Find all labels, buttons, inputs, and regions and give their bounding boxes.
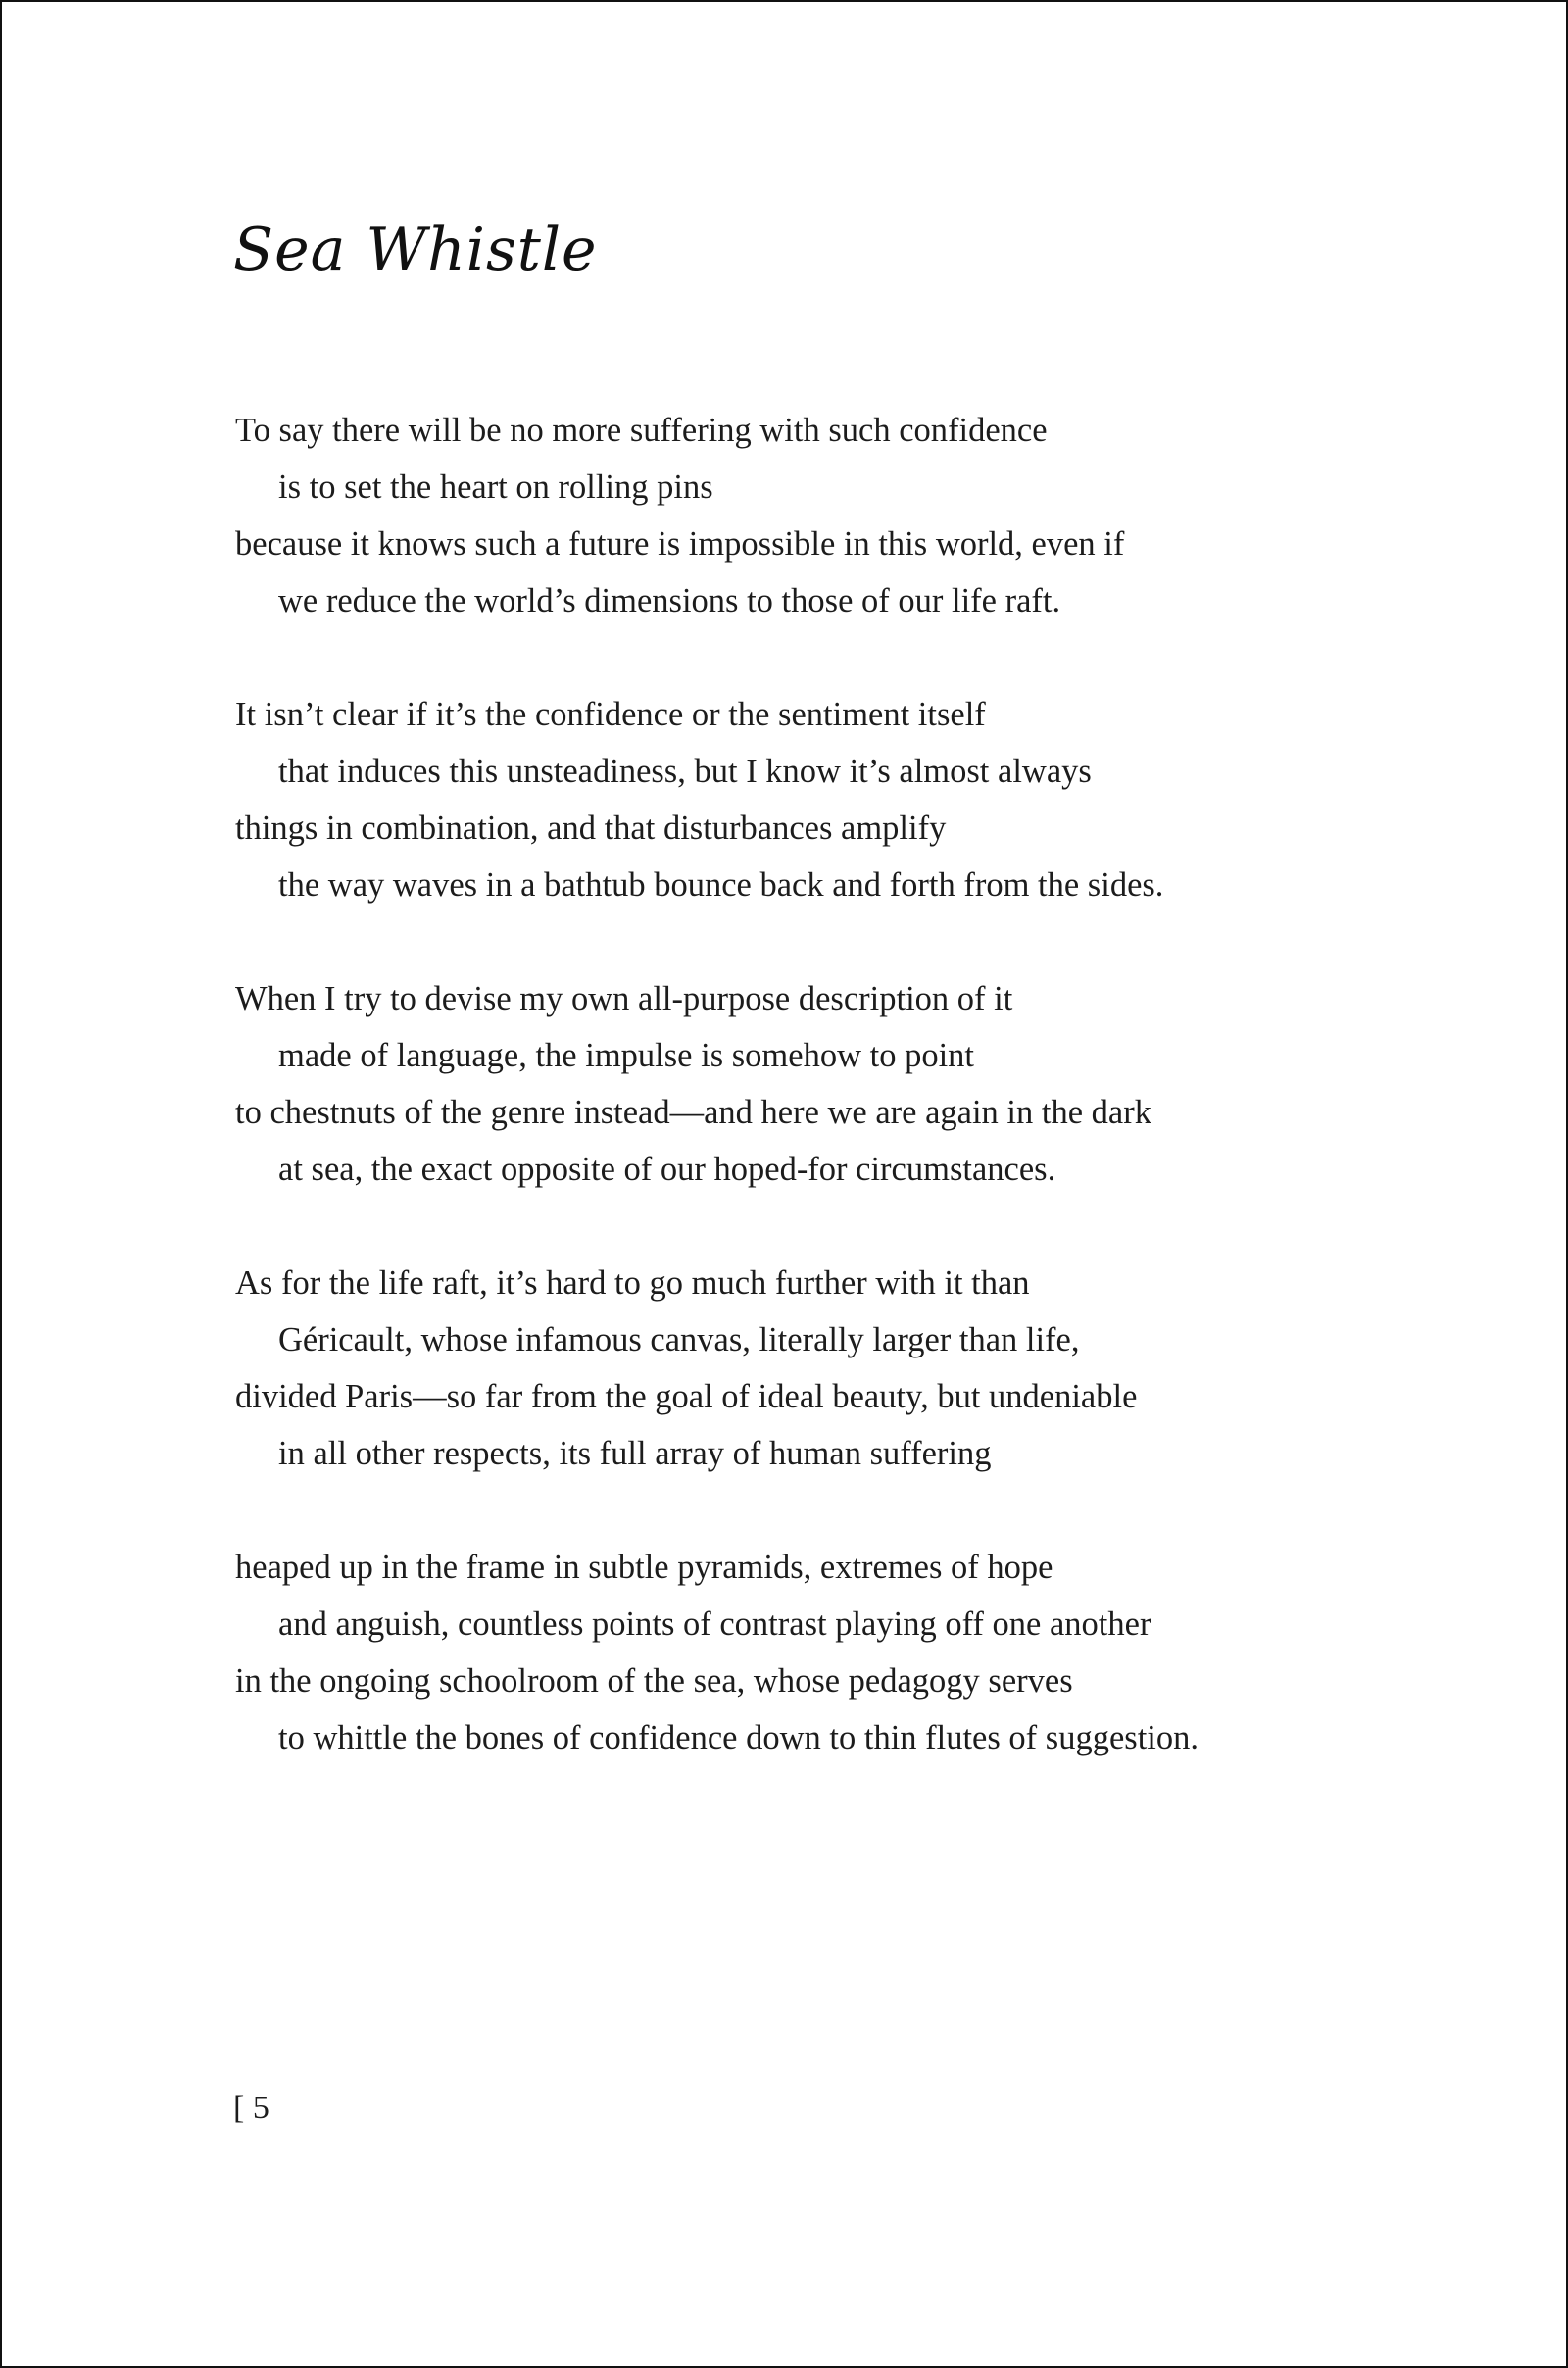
poem-line: in the ongoing schoolroom of the sea, whose pedagogy serves xyxy=(235,1662,1073,1700)
poem-line: It isn’t clear if it’s the confidence or the sentiment itself xyxy=(235,696,986,733)
poem-body xyxy=(235,402,1411,1823)
poem-line-indented: the way waves in a bathtub bounce back and forth from the sides. xyxy=(278,866,1164,904)
poem-line: to chestnuts of the genre instead—and here we are again in the dark xyxy=(235,1094,1152,1131)
stanza xyxy=(235,1255,1411,1482)
page-number: [ 5 xyxy=(233,2090,270,2126)
stanza xyxy=(235,402,1411,629)
stanza xyxy=(235,686,1411,913)
poem-line: because it knows such a future is impossible in this world, even if xyxy=(235,525,1125,563)
poem-line-indented: is to set the heart on rolling pins xyxy=(278,469,713,506)
poem-line: As for the life raft, it’s hard to go much further with it than xyxy=(235,1264,1030,1302)
poem-line: heaped up in the frame in subtle pyramids, extremes of hope xyxy=(235,1549,1054,1586)
poem-line: things in combination, and that disturbances amplify xyxy=(235,810,947,847)
poem-line-indented: in all other respects, its full array of human suffering xyxy=(278,1435,992,1472)
poem-line: When I try to devise my own all-purpose description of it xyxy=(235,980,1013,1017)
stanza xyxy=(235,970,1411,1198)
poem-line-indented: we reduce the world’s dimensions to those of our life raft. xyxy=(278,582,1061,619)
poem-line-indented: Géricault, whose infamous canvas, literally larger than life, xyxy=(278,1321,1080,1358)
poem-line-indented: and anguish, countless points of contrast playing off one another xyxy=(278,1605,1152,1643)
poem-line-indented: that induces this unsteadiness, but I know it’s almost always xyxy=(278,753,1092,790)
poem-line: divided Paris—so far from the goal of ideal beauty, but undeniable xyxy=(235,1378,1138,1415)
poem-line-indented: made of language, the impulse is somehow to point xyxy=(278,1037,974,1074)
poem-title: Sea Whistle xyxy=(233,216,598,284)
poem-line-indented: to whittle the bones of confidence down to thin flutes of suggestion. xyxy=(278,1719,1199,1756)
poem-line-indented: at sea, the exact opposite of our hoped-for circumstances. xyxy=(278,1151,1056,1188)
stanza xyxy=(235,1539,1411,1766)
poem-line: To say there will be no more suffering with such confidence xyxy=(235,412,1048,449)
